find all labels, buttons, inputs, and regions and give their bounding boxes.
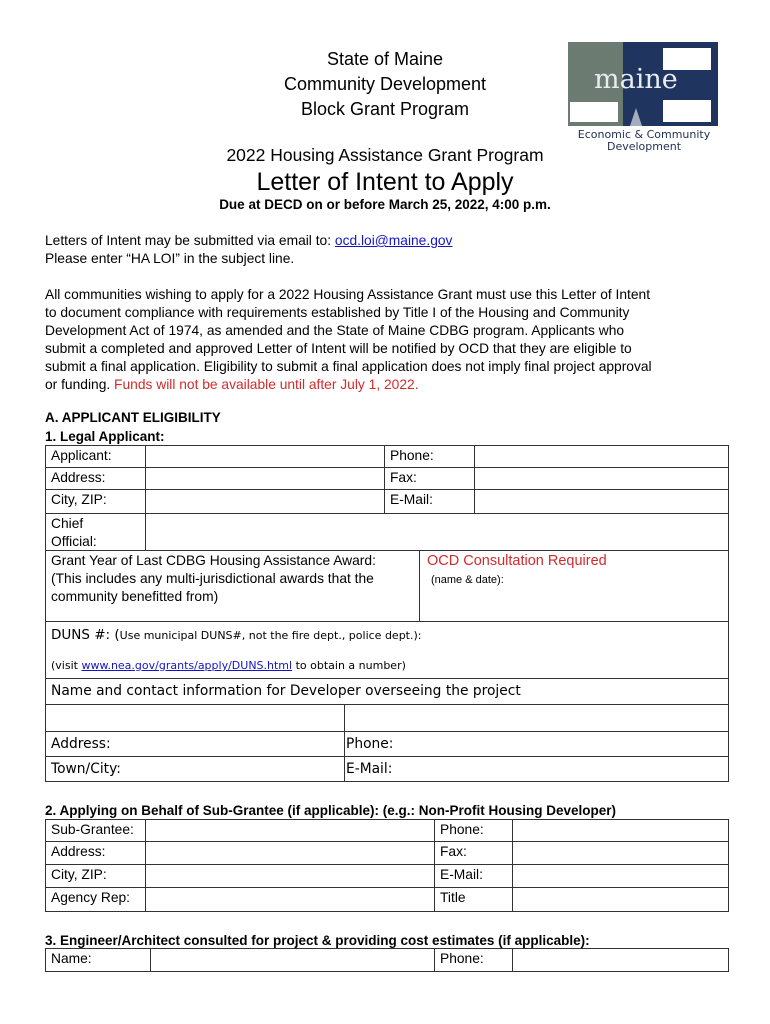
- agency-rep-input[interactable]: [145, 887, 435, 912]
- phone-label: Phone:: [384, 445, 475, 468]
- sg-email-label: E-Mail:: [434, 864, 513, 888]
- logo-subtitle: [560, 129, 728, 153]
- fax-label: Fax:: [384, 467, 475, 490]
- engineer-phone-input[interactable]: [512, 948, 729, 972]
- grant-line1: Grant Year of Last CDBG Housing Assistance Award:: [51, 553, 376, 568]
- page-title: Letter of Intent to Apply: [256, 168, 514, 196]
- sg-city-zip-label: City, ZIP:: [45, 864, 146, 888]
- intro-block: [45, 232, 735, 268]
- body-line: [45, 376, 735, 394]
- email-prefix: Letters of Intent may be submitted via email to:: [45, 233, 335, 248]
- sg-phone-input[interactable]: [512, 819, 729, 842]
- grant-line3: community benefitted from): [51, 589, 219, 604]
- city-zip-input[interactable]: [145, 489, 385, 514]
- duns-visit-line: [51, 657, 723, 675]
- maine-logo-icon: [568, 42, 718, 126]
- subject-note: Please enter “HA LOI” in the subject line.: [45, 251, 295, 266]
- logo-subtitle-line1: Economic & Community: [577, 128, 711, 141]
- body-line: submit a completed and approved Letter of Intent will be notified by OCD that they are eligible to: [45, 341, 632, 356]
- section-a-heading: A. APPLICANT ELIGIBILITY: [45, 410, 221, 425]
- subgrantee-input[interactable]: [145, 819, 435, 842]
- fax-input[interactable]: [474, 467, 729, 490]
- logo-subtitle-line2: Development: [606, 140, 682, 153]
- developer-phone-field[interactable]: Phone:: [344, 731, 729, 757]
- duns-label: DUNS #: (: [51, 627, 120, 643]
- section-3-heading: 3. Engineer/Architect consulted for project & providing cost estimates (if applicable):: [45, 933, 590, 948]
- duns-label-line: [51, 626, 723, 645]
- header-state: State of Maine: [326, 49, 444, 69]
- address-input[interactable]: [145, 467, 385, 490]
- sg-phone-label: Phone:: [434, 819, 513, 842]
- developer-address-field[interactable]: Address:: [45, 731, 345, 757]
- header-block: [160, 47, 610, 122]
- grant-line2: (This includes any multi-jurisdictional awards that the: [51, 571, 374, 586]
- chief-label-line2: Official:: [51, 534, 97, 549]
- body-line: All communities wishing to apply for a 2022 Housing Assistance Grant must use this Letter of Intent: [45, 287, 651, 302]
- engineer-phone-label: Phone:: [434, 948, 513, 972]
- developer-heading: Name and contact information for Developer overseeing the project: [45, 678, 729, 705]
- grant-year-label: [45, 550, 420, 622]
- applicant-label: Applicant:: [45, 445, 146, 468]
- sg-title-input[interactable]: [512, 887, 729, 912]
- body-line: Development Act of 1974, as amended and the State of Maine CDBG program. Applicants who: [45, 323, 625, 338]
- chief-official-label: [45, 513, 146, 551]
- duns-box[interactable]: [45, 621, 729, 679]
- email-label: E-Mail:: [384, 489, 475, 514]
- body-line: to document compliance with requirements established by Title I of the Housing and Community: [45, 305, 630, 320]
- due-date: Due at DECD on or before March 25, 2022, 4:00 p.m.: [219, 197, 551, 212]
- visit-prefix: (visit: [51, 659, 82, 672]
- subgrantee-label: Sub-Grantee:: [45, 819, 146, 842]
- duns-link[interactable]: www.nea.gov/grants/apply/DUNS.html: [81, 659, 293, 672]
- program-title: 2022 Housing Assistance Grant Program: [226, 145, 544, 165]
- logo-word: maine: [594, 64, 678, 95]
- header-program-name: Block Grant Program: [300, 99, 470, 119]
- city-zip-label: City, ZIP:: [45, 489, 146, 514]
- body-line: submit a final application. Eligibility to submit a final application does not imply final project approval: [45, 359, 652, 374]
- sg-address-label: Address:: [45, 841, 146, 865]
- email-link[interactable]: ocd.loi@maine.gov: [334, 233, 453, 248]
- name-date-label: (name & date):: [431, 574, 504, 586]
- duns-note: Use municipal DUNS#, not the fire dept., police dept.):: [119, 629, 422, 642]
- ocd-consultation-box[interactable]: [419, 550, 729, 622]
- phone-input[interactable]: [474, 445, 729, 468]
- body-line-prefix: or funding.: [45, 377, 115, 392]
- address-label: Address:: [45, 467, 146, 490]
- email-input[interactable]: [474, 489, 729, 514]
- developer-contact-input[interactable]: [344, 704, 729, 732]
- sg-fax-input[interactable]: [512, 841, 729, 865]
- agency-rep-label: Agency Rep:: [45, 887, 146, 912]
- body-paragraph: [45, 286, 735, 394]
- funds-notice: Funds will not be available until after July 1, 2022.: [114, 377, 419, 392]
- developer-town-field[interactable]: Town/City:: [45, 756, 345, 782]
- legal-applicant-heading: 1. Legal Applicant:: [45, 429, 165, 444]
- sg-fax-label: Fax:: [434, 841, 513, 865]
- engineer-name-label: Name:: [45, 948, 151, 972]
- chief-label-line1: Chief: [51, 516, 84, 531]
- ocd-consultation-label: OCD Consultation Required: [427, 553, 607, 569]
- visit-suffix: to obtain a number): [292, 659, 406, 672]
- sg-email-input[interactable]: [512, 864, 729, 888]
- header-cdbg: Community Development: [283, 74, 487, 94]
- applicant-input[interactable]: [145, 445, 385, 468]
- maine-decd-logo: [568, 42, 718, 126]
- sg-title-label: Title: [434, 887, 513, 912]
- sg-city-zip-input[interactable]: [145, 864, 435, 888]
- section-2-heading: 2. Applying on Behalf of Sub-Grantee (if applicable): (e.g.: Non-Profit Housing Developer): [45, 803, 617, 818]
- developer-email-field[interactable]: E-Mail:: [344, 756, 729, 782]
- developer-name-input[interactable]: [45, 704, 345, 732]
- sg-address-input[interactable]: [145, 841, 435, 865]
- chief-official-input[interactable]: [145, 513, 729, 551]
- email-instruction: [45, 232, 735, 250]
- engineer-name-input[interactable]: [150, 948, 435, 972]
